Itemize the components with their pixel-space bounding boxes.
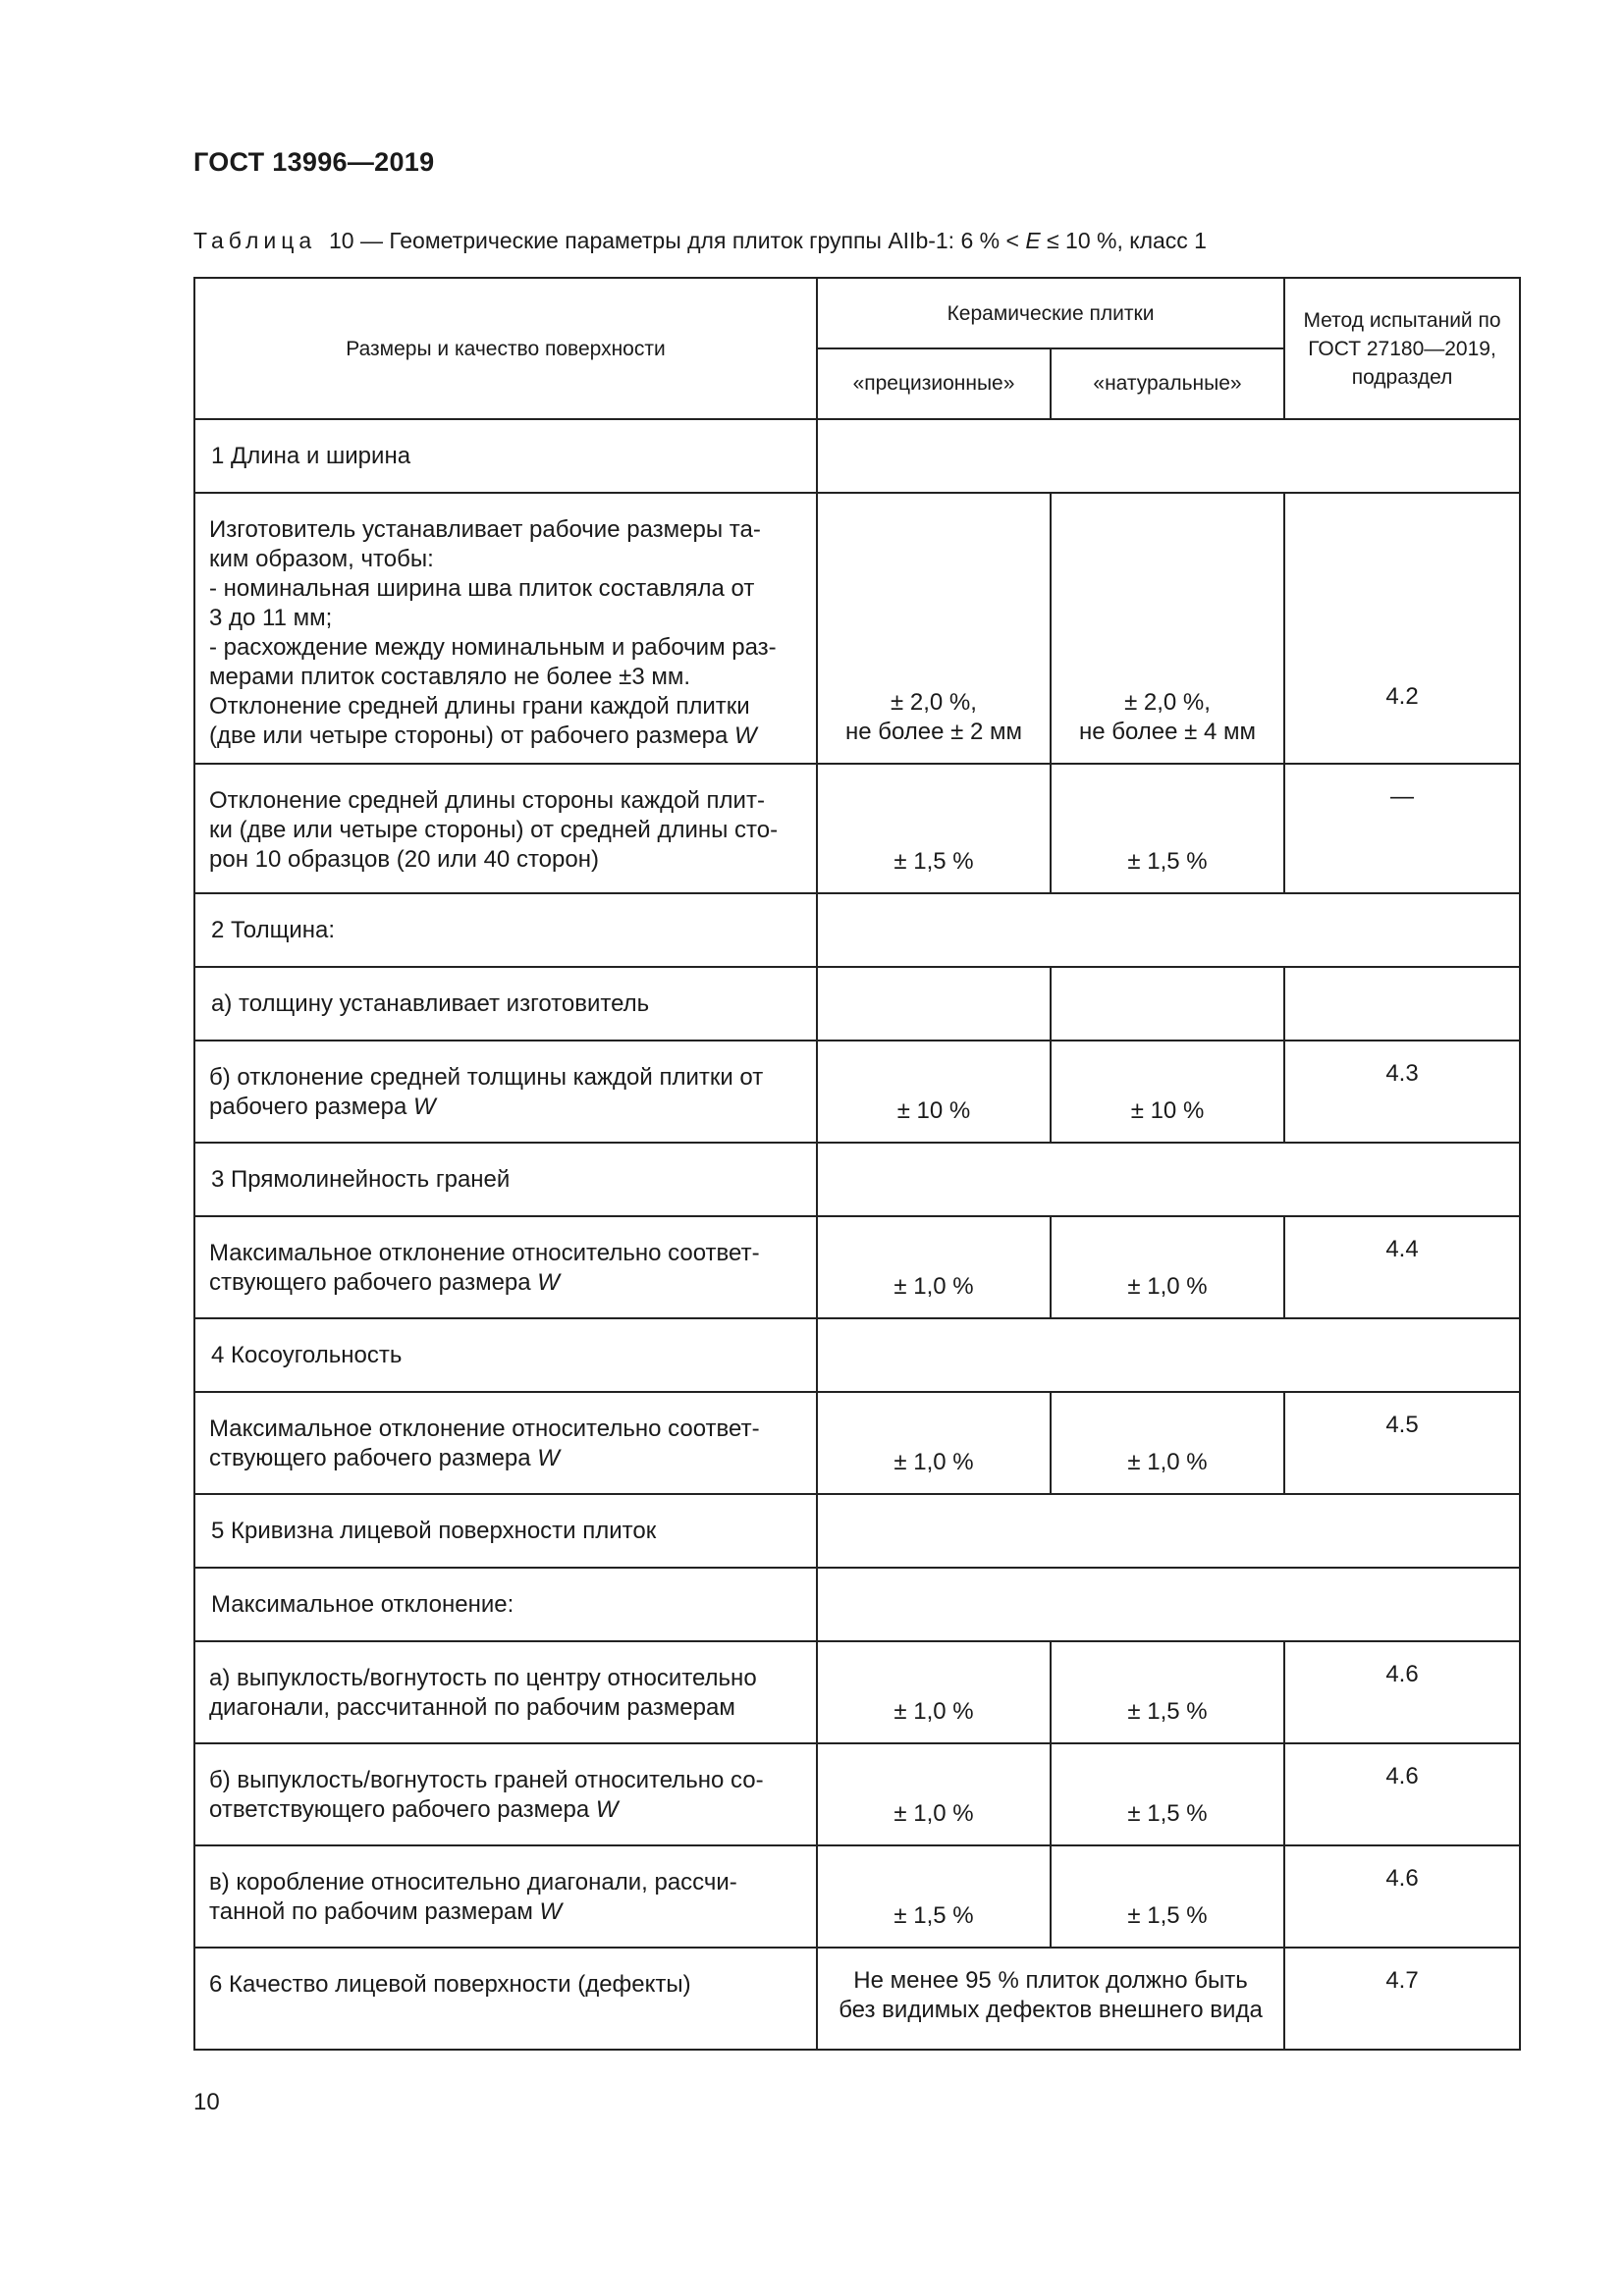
precision-value bbox=[817, 493, 1051, 764]
method-ref: 4.6 bbox=[1284, 1845, 1520, 1948]
natural-value: ± 1,5 % bbox=[1051, 1845, 1284, 1948]
desc-text: ствующего рабочего размера bbox=[209, 1269, 531, 1296]
desc-line bbox=[209, 1444, 802, 1473]
desc-line: б) выпуклость/вогнутость граней относительно со- bbox=[209, 1767, 764, 1793]
quality-note bbox=[817, 1948, 1284, 2050]
precision-value: ± 1,0 % bbox=[817, 1392, 1051, 1494]
variable-w: W bbox=[413, 1094, 436, 1120]
variable-w: W bbox=[537, 1445, 560, 1471]
empty-cell bbox=[817, 1318, 1520, 1392]
method-ref: 4.2 bbox=[1284, 493, 1520, 764]
desc-line bbox=[209, 721, 802, 751]
table-row bbox=[194, 1641, 1520, 1743]
table-caption-number: 10 bbox=[328, 228, 354, 253]
method-ref: 4.3 bbox=[1284, 1041, 1520, 1143]
variable-w: W bbox=[539, 1898, 563, 1925]
table-row bbox=[194, 967, 1520, 1041]
empty-cell bbox=[817, 419, 1520, 493]
desc-line: Отклонение средней длины стороны каждой плит- bbox=[209, 787, 765, 814]
table-caption bbox=[193, 228, 1207, 254]
section-title: 6 Качество лицевой поверхности (дефекты) bbox=[194, 1948, 817, 2050]
section-title: 3 Прямолинейность граней bbox=[194, 1143, 817, 1216]
natural-value bbox=[1051, 493, 1284, 764]
value-line: не более ± 4 мм bbox=[1078, 719, 1257, 745]
row-description bbox=[194, 764, 817, 893]
variable-w: W bbox=[537, 1269, 560, 1296]
note-line: без видимых дефектов внешнего вида bbox=[839, 1997, 1263, 2023]
empty-cell bbox=[817, 1494, 1520, 1568]
method-ref: 4.5 bbox=[1284, 1392, 1520, 1494]
document-id: ГОСТ 13996—2019 bbox=[193, 147, 435, 177]
desc-line: ким образом, чтобы: bbox=[209, 546, 434, 572]
desc-line: Изготовитель устанавливает рабочие размеры та- bbox=[209, 516, 761, 543]
table-row bbox=[194, 893, 1520, 967]
desc-line bbox=[209, 1268, 802, 1298]
parameters-table bbox=[193, 277, 1521, 2051]
desc-line: б) отклонение средней толщины каждой плитки от bbox=[209, 1064, 764, 1091]
desc-line: мерами плиток составляло не более ±3 мм. bbox=[209, 664, 690, 690]
desc-line: - расхождение между номинальным и рабочим раз- bbox=[209, 634, 777, 661]
precision-value: ± 1,0 % bbox=[817, 1743, 1051, 1845]
row-description bbox=[194, 1845, 817, 1948]
table-row bbox=[194, 1494, 1520, 1568]
precision-value: ± 1,0 % bbox=[817, 1641, 1051, 1743]
empty-cell bbox=[817, 893, 1520, 967]
desc-line: в) коробление относительно диагонали, рассчи- bbox=[209, 1869, 737, 1896]
method-ref: — bbox=[1284, 764, 1520, 893]
header-ceramic-tiles: Керамические плитки bbox=[817, 278, 1284, 348]
page-number: 10 bbox=[193, 2089, 220, 2115]
value-line: ± 2,0 %, bbox=[1124, 689, 1211, 716]
row-description: а) толщину устанавливает изготовитель bbox=[194, 967, 817, 1041]
empty-cell bbox=[1284, 967, 1520, 1041]
variable-w: W bbox=[595, 1796, 619, 1823]
variable-w: W bbox=[734, 722, 757, 749]
method-ref: 4.4 bbox=[1284, 1216, 1520, 1318]
header-dimensions: Размеры и качество поверхности bbox=[194, 278, 817, 419]
section-title: 4 Косоугольность bbox=[194, 1318, 817, 1392]
natural-value: ± 1,5 % bbox=[1051, 1641, 1284, 1743]
section-title: 5 Кривизна лицевой поверхности плиток bbox=[194, 1494, 817, 1568]
empty-cell bbox=[817, 1143, 1520, 1216]
table-row bbox=[194, 1041, 1520, 1143]
table-caption-variable: E bbox=[1025, 228, 1041, 253]
precision-value: ± 1,0 % bbox=[817, 1216, 1051, 1318]
row-description bbox=[194, 1641, 817, 1743]
method-ref: 4.7 bbox=[1284, 1948, 1520, 2050]
table-row bbox=[194, 1143, 1520, 1216]
desc-line: 3 до 11 мм; bbox=[209, 605, 333, 631]
row-description bbox=[194, 493, 817, 764]
natural-value: ± 10 % bbox=[1051, 1041, 1284, 1143]
desc-line: ки (две или четыре стороны) от средней длины сто- bbox=[209, 817, 779, 843]
desc-line bbox=[209, 1897, 802, 1927]
table-row bbox=[194, 493, 1520, 764]
table-row bbox=[194, 1216, 1520, 1318]
note-line: Не менее 95 % плиток должно быть bbox=[853, 1967, 1248, 1994]
precision-value: ± 1,5 % bbox=[817, 764, 1051, 893]
table-header-row bbox=[194, 278, 1520, 348]
table-row bbox=[194, 764, 1520, 893]
row-description: Максимальное отклонение: bbox=[194, 1568, 817, 1641]
table-caption-suffix: ≤ 10 %, класс 1 bbox=[1040, 228, 1207, 253]
desc-text: рабочего размера bbox=[209, 1094, 407, 1120]
method-ref: 4.6 bbox=[1284, 1641, 1520, 1743]
row-description bbox=[194, 1743, 817, 1845]
desc-line: а) выпуклость/вогнутость по центру относительно bbox=[209, 1665, 757, 1691]
desc-line: - номинальная ширина шва плиток составляла от bbox=[209, 575, 755, 602]
table-caption-text: — Геометрические параметры для плиток группы АIIb-1: 6 % < bbox=[359, 228, 1026, 253]
desc-text: ответствующего рабочего размера bbox=[209, 1796, 590, 1823]
empty-cell bbox=[1051, 967, 1284, 1041]
table-row bbox=[194, 419, 1520, 493]
natural-value: ± 1,0 % bbox=[1051, 1216, 1284, 1318]
table-row bbox=[194, 1392, 1520, 1494]
natural-value: ± 1,5 % bbox=[1051, 1743, 1284, 1845]
table-row bbox=[194, 1948, 1520, 2050]
natural-value: ± 1,5 % bbox=[1051, 764, 1284, 893]
empty-cell bbox=[817, 1568, 1520, 1641]
table-row bbox=[194, 1845, 1520, 1948]
desc-text: (две или четыре стороны) от рабочего размера bbox=[209, 722, 729, 749]
row-description bbox=[194, 1041, 817, 1143]
header-test-method: Метод испытаний по ГОСТ 27180—2019, подраздел bbox=[1284, 278, 1520, 419]
precision-value: ± 10 % bbox=[817, 1041, 1051, 1143]
header-natural: «натуральные» bbox=[1051, 348, 1284, 419]
desc-line: рон 10 образцов (20 или 40 сторон) bbox=[209, 846, 599, 873]
natural-value: ± 1,0 % bbox=[1051, 1392, 1284, 1494]
row-description bbox=[194, 1392, 817, 1494]
section-title: 1 Длина и ширина bbox=[194, 419, 817, 493]
empty-cell bbox=[817, 967, 1051, 1041]
desc-line: Максимальное отклонение относительно соответ- bbox=[209, 1415, 760, 1442]
method-ref: 4.6 bbox=[1284, 1743, 1520, 1845]
desc-line bbox=[209, 1795, 802, 1825]
desc-line: Отклонение средней длины грани каждой плитки bbox=[209, 693, 750, 720]
section-title: 2 Толщина: bbox=[194, 893, 817, 967]
value-line: не более ± 2 мм bbox=[844, 719, 1023, 745]
value-line: ± 2,0 %, bbox=[891, 689, 977, 716]
precision-value: ± 1,5 % bbox=[817, 1845, 1051, 1948]
desc-text: танной по рабочим размерам bbox=[209, 1898, 533, 1925]
desc-line: Максимальное отклонение относительно соответ- bbox=[209, 1240, 760, 1266]
desc-line: диагонали, рассчитанной по рабочим размерам bbox=[209, 1694, 735, 1721]
table-row bbox=[194, 1568, 1520, 1641]
row-description bbox=[194, 1216, 817, 1318]
table-caption-prefix: Таблица bbox=[193, 228, 317, 253]
desc-line bbox=[209, 1093, 802, 1122]
table-row bbox=[194, 1743, 1520, 1845]
desc-text: ствующего рабочего размера bbox=[209, 1445, 531, 1471]
header-precision: «прецизионные» bbox=[817, 348, 1051, 419]
table-row bbox=[194, 1318, 1520, 1392]
